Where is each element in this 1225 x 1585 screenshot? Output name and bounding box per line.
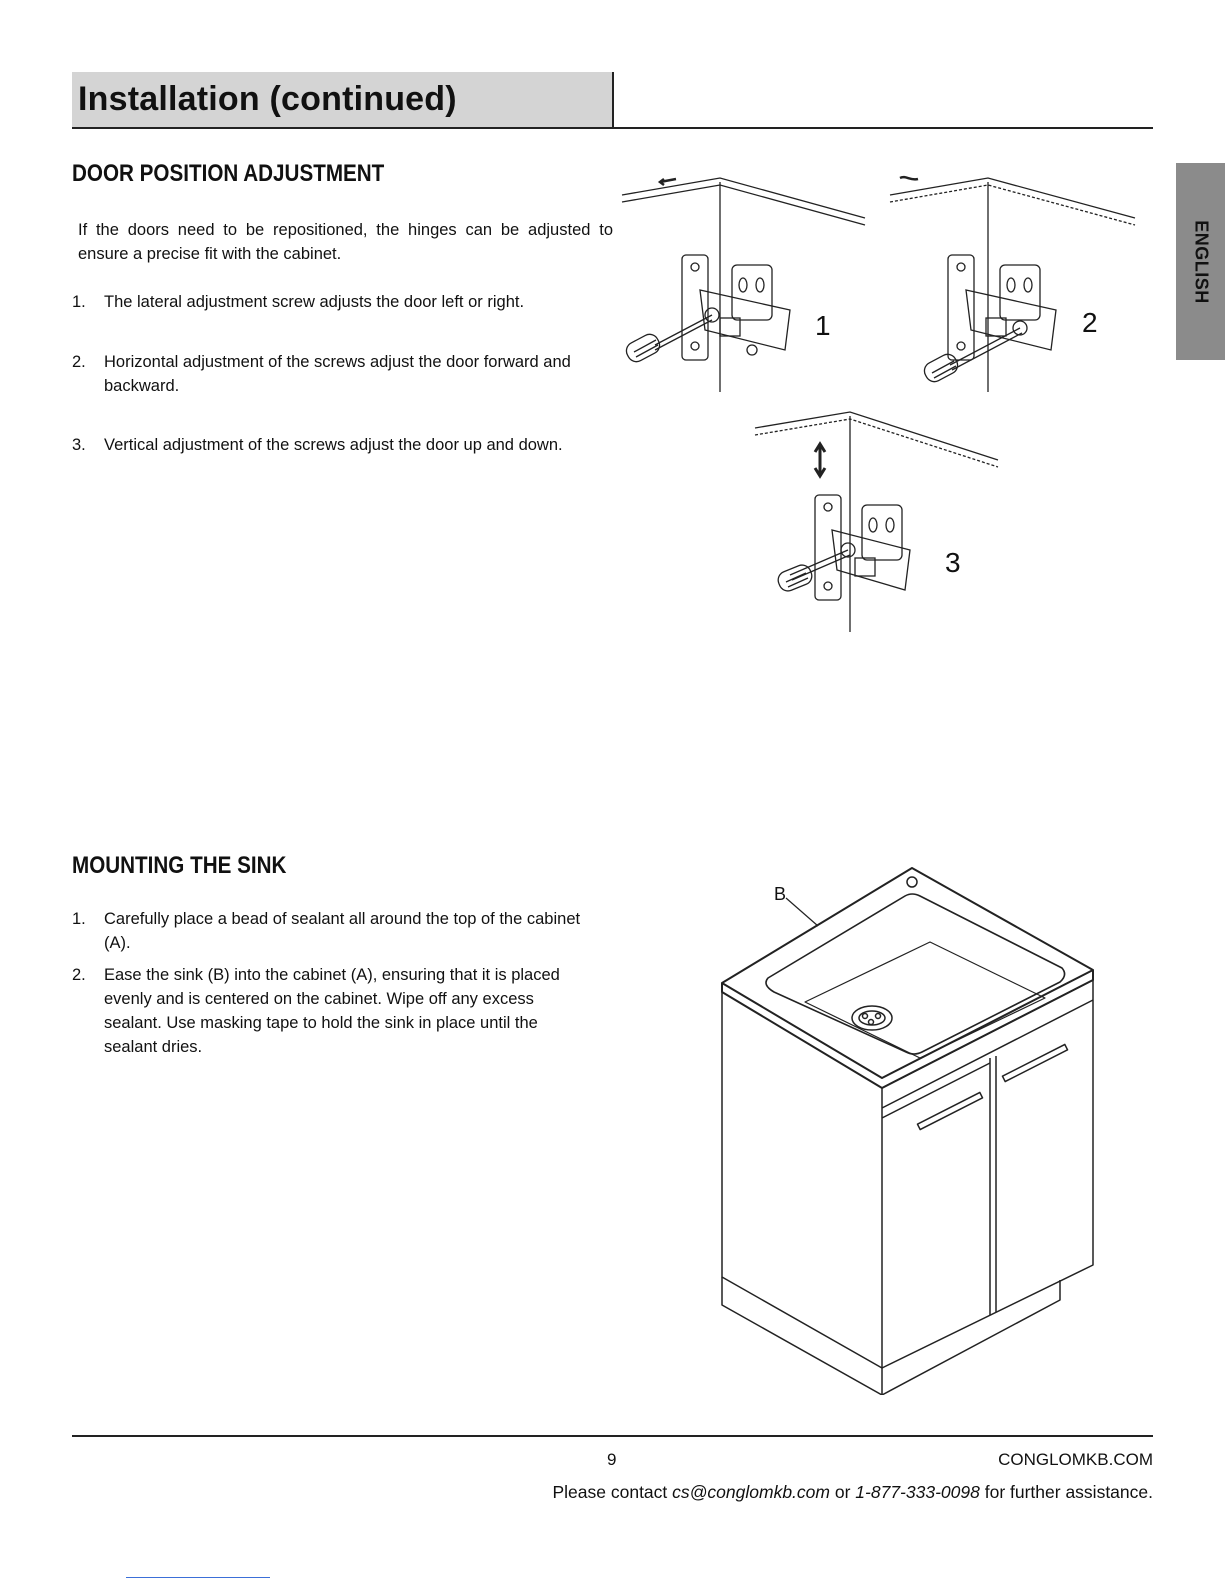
mounting-sink-heading: MOUNTING THE SINK bbox=[72, 852, 287, 879]
door-step-text: Vertical adjustment of the screws adjust the door up and down. bbox=[104, 436, 563, 454]
contact-or: or bbox=[834, 1482, 851, 1502]
contact-line bbox=[552, 1482, 1153, 1503]
language-tab-label: ENGLISH bbox=[1191, 219, 1211, 304]
hinge-figure-2 bbox=[890, 177, 1135, 392]
sink-cabinet-illustration bbox=[700, 860, 1110, 1395]
contact-phone[interactable]: 1-877-333-0098 bbox=[855, 1482, 980, 1502]
door-step bbox=[72, 350, 632, 398]
door-step bbox=[72, 290, 612, 314]
contact-email[interactable]: cs@conglomkb.com bbox=[672, 1482, 830, 1502]
door-step-number: 1. bbox=[72, 293, 86, 311]
hinge-figure-2-label: 2 bbox=[1082, 307, 1098, 338]
hinge-figure-3 bbox=[755, 412, 998, 632]
door-step bbox=[72, 433, 612, 457]
sink-step-text: Ease the sink (B) into the cabinet (A), ensuring that it is placed evenly and is centered on the cabinet. Wipe off any excess sealant. Use masking tape to hold the sink in place until the sealant dries. bbox=[104, 966, 560, 1056]
sink-step bbox=[72, 963, 592, 1059]
sink-step bbox=[72, 907, 592, 955]
contact-prefix: Please contact bbox=[552, 1482, 668, 1502]
hinge-figure-3-label: 3 bbox=[945, 547, 961, 578]
sink-label-b: B bbox=[774, 884, 787, 904]
footer-rule bbox=[72, 1435, 1153, 1437]
sink-step-number: 2. bbox=[72, 966, 86, 984]
hinge-figure-1 bbox=[622, 178, 865, 392]
door-step-number: 3. bbox=[72, 436, 86, 454]
page-title: Installation (continued) bbox=[78, 80, 457, 118]
door-step-number: 2. bbox=[72, 353, 86, 371]
hinge-adjustment-illustration bbox=[620, 170, 1160, 640]
door-step-text: The lateral adjustment screw adjusts the door left or right. bbox=[104, 293, 525, 311]
header-rule bbox=[72, 127, 1153, 129]
sink-step-number: 1. bbox=[72, 910, 86, 928]
door-adjustment-intro: If the doors need to be repositioned, the hinges can be adjusted to ensure a precise fit with the cabinet. bbox=[78, 221, 613, 263]
sink-step-text: Carefully place a bead of sealant all around the top of the cabinet (A). bbox=[104, 910, 581, 952]
page-number: 9 bbox=[607, 1450, 617, 1469]
language-tab bbox=[1176, 163, 1225, 360]
header-divider bbox=[612, 72, 614, 128]
link-underline bbox=[126, 1577, 270, 1578]
door-adjustment-heading: DOOR POSITION ADJUSTMENT bbox=[72, 160, 385, 187]
hinge-figure-1-label: 1 bbox=[815, 310, 831, 341]
contact-suffix: for further assistance. bbox=[984, 1482, 1153, 1502]
site-url: CONGLOMKB.COM bbox=[998, 1450, 1153, 1469]
door-step-text: Horizontal adjustment of the screws adjust the door forward and backward. bbox=[104, 353, 571, 395]
